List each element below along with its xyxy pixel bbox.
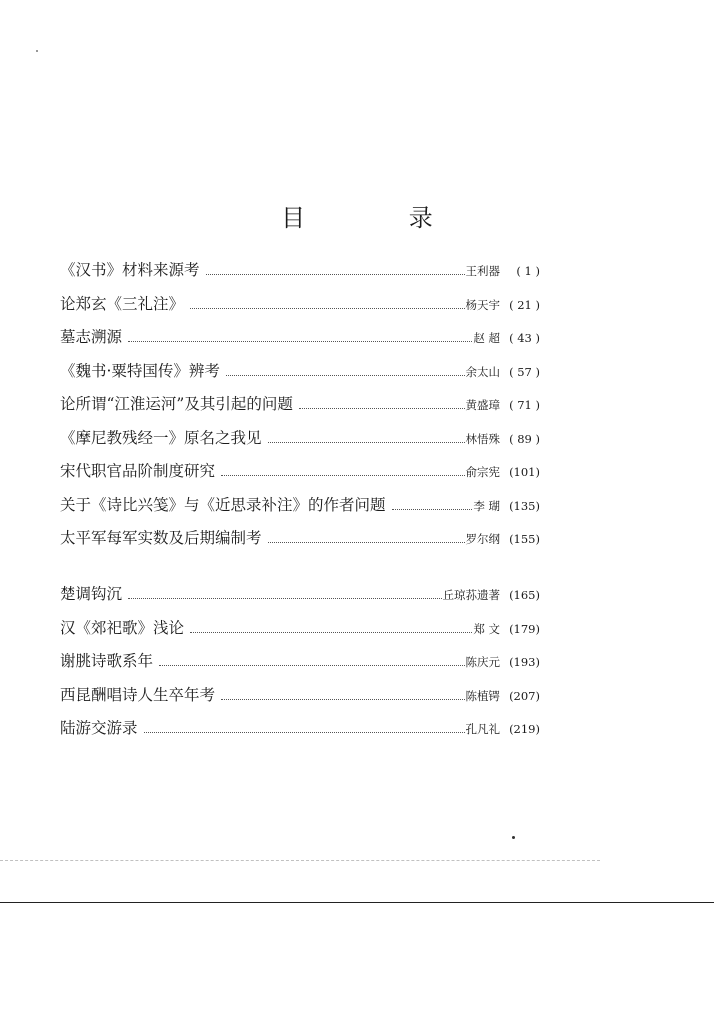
toc-section-1: [60, 254, 540, 556]
toc-entry[interactable]: [60, 422, 540, 456]
toc-entry-page: (155): [509, 532, 540, 546]
toc-entry-author: 丘琼荪遗著: [442, 588, 500, 602]
toc-entry-author: 余太山: [465, 364, 500, 379]
toc-entry-title: 汉《郊祀歌》浅论: [60, 618, 185, 637]
toc-entry[interactable]: [60, 455, 540, 489]
toc-entry-author: 李 瑚: [473, 498, 500, 513]
toc-entry-page: ( 57 ): [509, 364, 540, 379]
toc-entry-title: 谢朓诗歌系年: [60, 652, 154, 670]
page-title: 目 录: [281, 204, 481, 232]
dot-leader: [299, 408, 465, 409]
toc-entry[interactable]: [60, 679, 540, 713]
toc-entry[interactable]: [60, 355, 540, 389]
toc-entry-author: 赵 超: [473, 331, 500, 345]
toc-entry[interactable]: [60, 712, 540, 746]
dot-leader: [128, 341, 472, 342]
toc-entry-author: 林悟殊: [465, 431, 500, 446]
toc-entry-page: ( 1 ): [516, 264, 540, 278]
toc-entry-title: 楚调钩沉: [60, 585, 123, 603]
toc-entry[interactable]: [60, 612, 540, 646]
toc-entry-title: 宋代职官品阶制度研究: [60, 462, 216, 480]
toc-entry-author: 罗尔纲: [465, 532, 500, 546]
scan-speck: [36, 50, 38, 52]
dot-leader: [190, 632, 472, 633]
toc-entry[interactable]: [60, 578, 540, 612]
page-edge-line: [0, 902, 714, 903]
toc-entry-page: (207): [509, 688, 540, 703]
toc-entry-page: ( 43 ): [509, 331, 540, 345]
dot-leader: [221, 475, 464, 476]
toc-entry-author: 郑 文: [473, 621, 500, 636]
dot-leader: [268, 442, 465, 443]
toc-entry-title: 《汉书》材料来源考: [60, 261, 200, 279]
dot-leader: [159, 665, 464, 666]
toc-entry-author: 陈植锷: [465, 688, 500, 703]
toc-entry-page: (165): [509, 588, 540, 602]
toc-entry-title: 陆游交游录: [60, 719, 138, 737]
toc-entry-title: 太平军每军实数及后期编制考: [60, 529, 262, 547]
dot-leader: [144, 732, 465, 733]
toc-entry-page: (193): [509, 655, 540, 669]
toc-entry-page: (101): [509, 465, 540, 479]
toc-entry-author: 孔凡礼: [465, 722, 500, 736]
toc-entry-author: 黄盛璋: [465, 398, 500, 412]
toc-entry[interactable]: [60, 522, 540, 556]
toc-entry[interactable]: [60, 388, 540, 422]
toc-entry-title: 关于《诗比兴笺》与《近思录补注》的作者问题: [60, 495, 386, 514]
dot-leader: [268, 542, 465, 543]
toc-entry-page: (135): [509, 498, 540, 513]
toc-entry-author: 陈庆元: [465, 655, 500, 669]
toc-entry-title: 《摩尼教残经一》原名之我见: [60, 428, 262, 447]
toc-entry[interactable]: [60, 645, 540, 679]
toc-entry-page: (179): [509, 621, 540, 636]
dot-leader: [392, 509, 473, 510]
toc-entry[interactable]: [60, 489, 540, 523]
toc-entry-title: 论所谓“江淮运河”及其引起的问题: [60, 395, 293, 413]
toc-entry-page: ( 71 ): [509, 398, 540, 412]
toc-entry-title: 论郑玄《三礼注》: [60, 294, 185, 313]
toc-entry-title: 《魏书·粟特国传》辨考: [60, 361, 220, 380]
toc-entry[interactable]: [60, 288, 540, 322]
dot-leader: [221, 699, 464, 700]
dot-leader: [226, 375, 465, 376]
toc-section-2: [60, 578, 540, 746]
scan-speck: [512, 836, 515, 839]
toc-entry-title: 墓志溯源: [60, 328, 123, 346]
toc-entry-author: 俞宗宪: [465, 465, 500, 479]
toc-entry-title: 西昆酬唱诗人生卒年考: [60, 685, 216, 704]
toc-entry-author: 王利器: [465, 264, 500, 278]
toc-entry[interactable]: [60, 254, 540, 288]
dot-leader: [206, 274, 465, 275]
toc-entry-page: ( 21 ): [509, 297, 540, 312]
toc-entry-author: 杨天宇: [465, 297, 500, 312]
dot-leader: [128, 598, 441, 599]
scan-artifact-line: [0, 860, 600, 861]
dot-leader: [190, 308, 464, 309]
toc-entry-page: ( 89 ): [509, 431, 540, 446]
toc-entry-page: (219): [509, 722, 540, 736]
toc-entry[interactable]: [60, 321, 540, 355]
